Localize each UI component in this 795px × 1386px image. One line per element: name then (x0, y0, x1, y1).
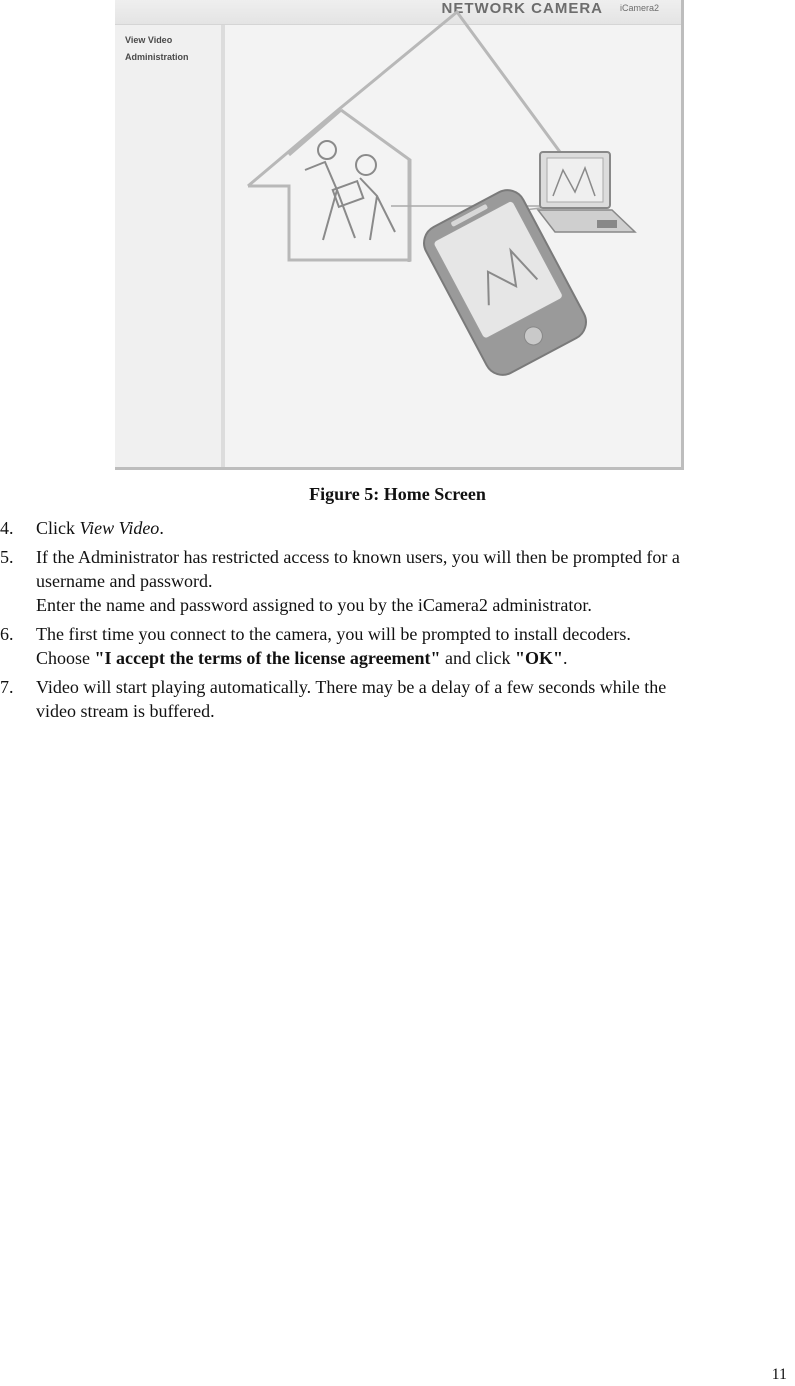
step-text-end: . (159, 518, 164, 538)
step-text: username and password. (36, 571, 213, 591)
step-number: 5. (0, 547, 14, 567)
figure-caption: Figure 5: Home Screen (309, 484, 486, 504)
people-icon (305, 141, 395, 240)
step-text: Click (36, 518, 80, 538)
nav-view-video[interactable]: View Video (125, 35, 173, 45)
house-phone-laptop-illustration (115, 0, 684, 470)
step-text: Video will start playing automatically. There may be a delay of a few seconds while the (36, 677, 667, 697)
step-6 (0, 622, 795, 670)
step-text-choose (36, 646, 795, 670)
license-accept-option: "I accept the terms of the license agreement" (94, 648, 441, 668)
home-screen-figure (115, 0, 684, 470)
step-text: If the Administrator has restricted access to known users, you will then be prompted for a (36, 547, 680, 567)
step-5 (0, 545, 795, 617)
nav-administration[interactable]: Administration (125, 52, 189, 62)
choose-text: Choose (36, 648, 95, 668)
and-click-text: and click (440, 648, 516, 668)
step-text: video stream is buffered. (36, 701, 215, 721)
figure-header-model: iCamera2 (619, 3, 659, 13)
step-text: Enter the name and password assigned to you by the iCamera2 administrator. (36, 595, 592, 615)
page-number: 11 (771, 1366, 787, 1383)
step-number: 6. (0, 624, 14, 644)
step-number: 7. (0, 677, 14, 697)
laptop-icon (538, 152, 635, 232)
step-text: The first time you connect to the camera, you will be prompted to install decoders. (36, 624, 631, 644)
instruction-steps (0, 516, 795, 728)
step-text-end: . (563, 648, 568, 668)
view-video-reference: View Video (79, 518, 160, 538)
step-4 (0, 516, 795, 540)
step-number: 4. (0, 518, 14, 538)
step-7 (0, 675, 795, 723)
ok-button-reference: "OK" (515, 648, 564, 668)
figure-header-title: NETWORK CAMERA (441, 0, 603, 17)
